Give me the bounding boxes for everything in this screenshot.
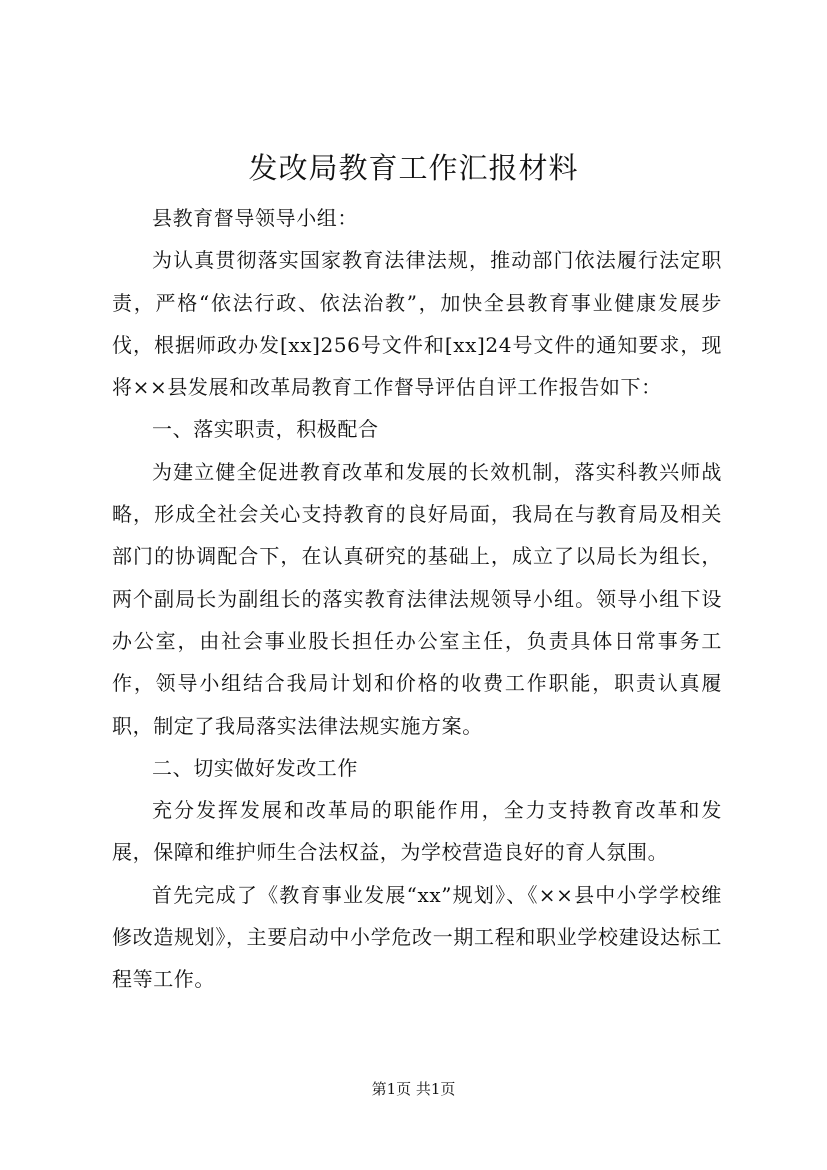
- paragraph-intro: 为认真贯彻落实国家教育法律法规，推动部门依法履行法定职责，严格“依法行政、依法治教”，加快全县教育事业健康发展步伐，根据师政办发[xx]256号文件和[xx]24号文件的通知要求，现将××县发展和改革局教育工作督导评估自评工作报告如下：: [112, 248, 722, 400]
- document-title: 发改局教育工作汇报材料: [248, 151, 579, 185]
- page-footer: 第1页 共1页: [371, 1080, 456, 1098]
- paragraph-section-1: 为建立健全促进教育改革和发展的长效机制，落实科教兴师战略，形成全社会关心支持教育的良好局面，我局在与教育局及相关部门的协调配合下，在认真研究的基础上，成立了以局长为组长，两个副局长为副组长的落实教育法律法规领导小组。领导小组下设办公室，由社会事业股长担任办公室主任，负责具体日常事务工作，领导小组结合我局计划和价格的收费工作职能，职责认真履职，制定了我局落实法律法规实施方案。: [112, 459, 722, 738]
- section-heading-2: 二、切实做好发改工作: [152, 755, 358, 780]
- section-heading-1: 一、落实职责，积极配合: [152, 417, 379, 442]
- salutation: 县教育督导领导小组：: [152, 206, 358, 230]
- paragraph-section-2b: 首先完成了《教育事业发展“xx”规划》、《××县中小学学校维修改造规划》，主要启动中小学危改一期工程和职业学校建设达标工程等工作。: [112, 882, 722, 992]
- document-body: [112, 197, 722, 1001]
- paragraph-section-2a: 充分发挥发展和改革局的职能作用，全力支持教育改革和发展，保障和维护师生合法权益，为学校营造良好的育人氛围。: [112, 798, 722, 865]
